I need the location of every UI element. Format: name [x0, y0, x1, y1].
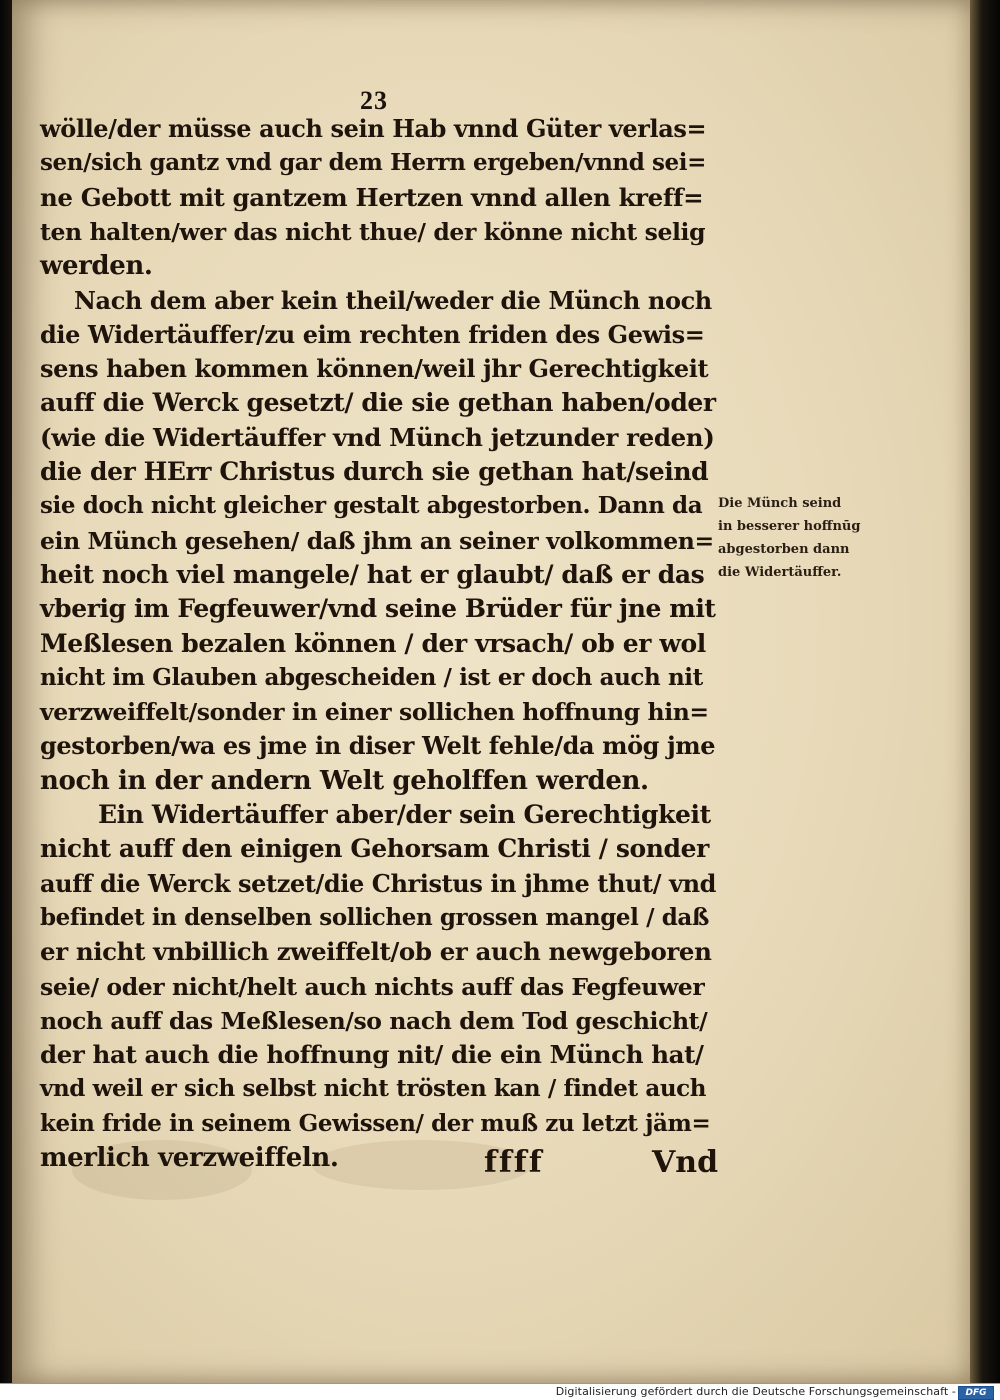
text-line: vberig im Fegfeuwer/vnd seine Brüder für jne mit [40, 594, 716, 624]
text-line: der hat auch die hoffnung nit/ die ein Münch hat/ [40, 1040, 704, 1070]
text-line: auff die Werck setzet/die Christus in jhme thut/ vnd [40, 868, 717, 898]
book-spine-shadow [0, 0, 12, 1383]
text-line: die der HErr Christus durch sie gethan hat/seind [40, 457, 709, 486]
text-line: gestorben/wa es jme in diser Welt fehle/da mög jme [40, 731, 716, 761]
text-line: wölle/der müsse auch sein Hab vnnd Güter verlas= [40, 114, 707, 143]
text-line: ein Münch gesehen/ daß jhm an seiner volkommen= [40, 526, 714, 555]
footer-bar [0, 1383, 1000, 1400]
text-line: Ein Widertäuffer aber/der sein Gerechtigkeit [98, 800, 711, 829]
catchword: Vnd [652, 1145, 719, 1180]
text-line: er nicht vnbillich zweiffelt/ob er auch newgeboren [40, 937, 712, 967]
margin-note-line: Die Münch seind [718, 496, 842, 511]
text-line: heit noch viel mangele/ hat er glaubt/ daß er das [40, 559, 705, 589]
signature-mark: ffff [484, 1145, 544, 1180]
text-line: auff die Werck gesetzt/ die sie gethan haben/oder [40, 388, 716, 418]
footer-credit: Digitalisierung gefördert durch die Deutsche Forschungsgemeinschaft - [555, 1385, 956, 1398]
text-line: nicht auff den einigen Gehorsam Christi / sonder [40, 834, 709, 864]
page-edge-shadow [970, 0, 1000, 1383]
page-number: 23 [360, 86, 388, 115]
text-line: verzweiffelt/sonder in einer sollichen hoffnung hin= [40, 698, 709, 727]
text-line: kein fride in seinem Gewissen/ der muß zu letzt jäm= [40, 1109, 711, 1137]
text-line: vnd weil er sich selbst nicht trösten kan / findet auch [40, 1075, 707, 1103]
margin-note-line: in besserer hoffnūg [718, 519, 861, 534]
text-line: sie doch nicht gleicher gestalt abgestorben. Dann da [40, 492, 703, 520]
text-line: (wie die Widertäuffer vnd Münch jetzunder reden) [40, 422, 715, 452]
text-line: noch in der andern Welt geholffen werden. [40, 765, 649, 796]
margin-note-line: die Widertäuffer. [718, 565, 842, 580]
text-line: nicht im Glauben abgescheiden / ist er doch auch nit [40, 663, 703, 691]
margin-note-line: abgestorben dann [718, 542, 850, 557]
text-line: ten halten/wer das nicht thue/ der könne nicht selig [40, 217, 706, 246]
dfg-logo: DFG [958, 1386, 994, 1400]
text-line: merlich verzweiffeln. [40, 1143, 339, 1173]
text-line: die Widertäuffer/zu eim rechten friden des Gewis= [40, 319, 705, 349]
text-line: befindet in denselben sollichen grossen mangel / daß [40, 903, 709, 931]
text-line: seie/ oder nicht/helt auch nichts auff das Fegfeuwer [40, 972, 705, 1001]
text-line: werden. [40, 251, 153, 282]
text-line: Nach dem aber kein theil/weder die Münch noch [74, 285, 712, 315]
text-line: noch auff das Meßlesen/so nach dem Tod geschicht/ [40, 1006, 708, 1035]
text-line: ne Gebott mit gantzem Hertzen vnnd allen kreff= [40, 182, 704, 212]
text-line: sen/sich gantz vnd gar dem Herrn ergeben/vnnd sei= [40, 149, 706, 177]
text-line: Meßlesen bezalen können / der vrsach/ ob er wol [40, 628, 706, 658]
text-line: sens haben kommen können/weil jhr Gerechtigkeit [40, 354, 709, 384]
